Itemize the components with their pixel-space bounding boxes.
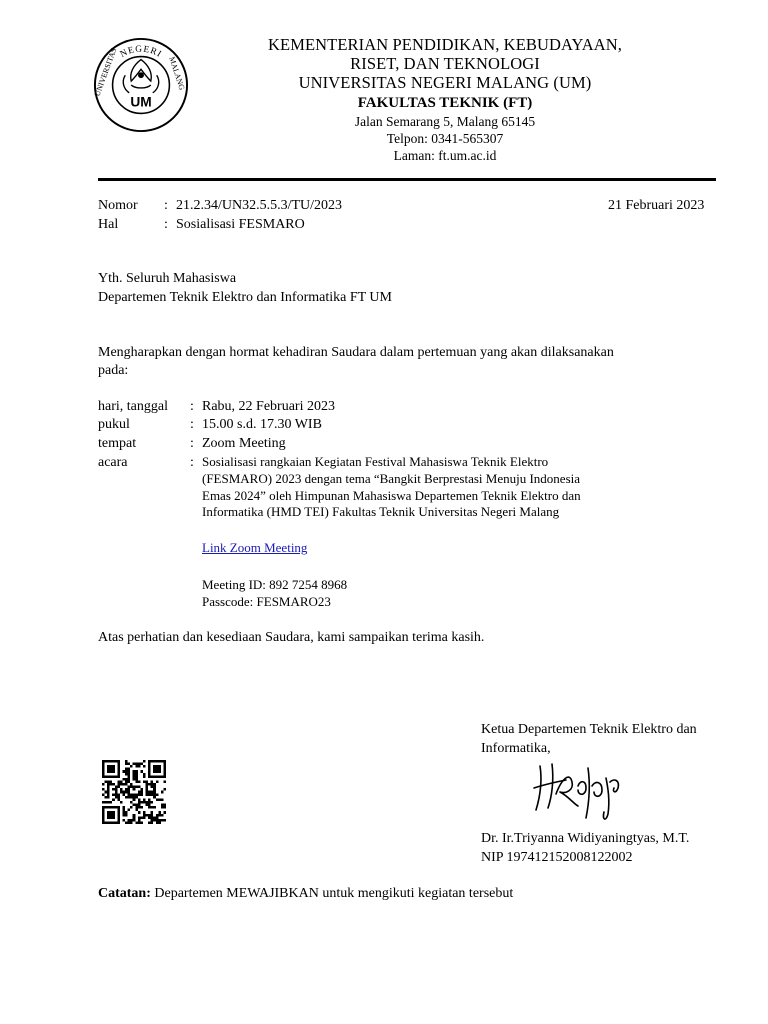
event-line-4: Informatika (HMD TEI) Fakultas Teknik Universitas Negeri Malang: [202, 504, 560, 519]
day-value: Rabu, 22 Februari 2023: [202, 399, 335, 414]
time-value: 15.00 s.d. 17.30 WIB: [202, 417, 322, 432]
nomor-value: 21.2.34/UN32.5.5.3/TU/2023: [176, 198, 343, 213]
signer-name: Dr. Ir.Triyanna Widiyaningtyas, M.T.: [481, 831, 690, 846]
time-separator: :: [190, 417, 194, 432]
svg-text:NEGERI: [119, 45, 164, 61]
faculty-name: FAKULTAS TEKNIK (FT): [357, 95, 533, 111]
logo-text-top: NEGERI: [118, 44, 164, 61]
place-value: Zoom Meeting: [202, 436, 286, 451]
logo-text-left: UNIVERSITAS: [92, 46, 119, 98]
note: [98, 885, 513, 903]
intro-line-1: Mengharapkan dengan hormat kehadiran Saudara dalam pertemuan yang akan dilaksanakan: [98, 345, 614, 360]
time-label: pukul: [98, 417, 130, 432]
signer-title-line-1: Ketua Departemen Teknik Elektro dan: [481, 722, 697, 737]
nomor-separator: :: [164, 198, 168, 213]
signer-nip: NIP 197412152008122002: [481, 850, 633, 865]
place-separator: :: [190, 436, 194, 451]
recipient-line-2: Departemen Teknik Elektro dan Informatika FT UM: [98, 290, 392, 305]
zoom-meeting-link[interactable]: Link Zoom Meeting: [202, 540, 308, 555]
signer-title-line-2: Informatika,: [481, 741, 551, 756]
university-name: UNIVERSITAS NEGERI MALANG (UM): [298, 73, 592, 92]
event-line-1: Sosialisasi rangkaian Kegiatan Festival Mahasiswa Teknik Elektro: [202, 454, 549, 469]
ministry-line-1: KEMENTERIAN PENDIDIKAN, KEBUDAYAAN,: [268, 35, 622, 54]
logo-monogram: UM: [130, 94, 152, 110]
day-separator: :: [190, 399, 194, 414]
address: Jalan Semarang 5, Malang 65145: [354, 114, 536, 129]
passcode: Passcode: FESMARO23: [202, 594, 331, 609]
handwritten-signature: [532, 758, 624, 828]
note-text: Departemen MEWAJIBKAN untuk mengikuti kegiatan tersebut: [150, 886, 514, 901]
hal-value: Sosialisasi FESMARO: [176, 217, 305, 232]
event-label: acara: [98, 455, 128, 470]
nomor-label: Nomor: [98, 198, 138, 213]
event-line-3: Emas 2024” oleh Himpunan Mahasiswa Departemen Teknik Elektro dan: [202, 488, 581, 503]
hal-separator: :: [164, 217, 168, 232]
phone: Telpon: 0341-565307: [386, 131, 504, 146]
header-divider: [98, 178, 716, 181]
ministry-line-2: RISET, DAN TEKNOLOGI: [350, 54, 540, 73]
event-separator: :: [190, 455, 194, 470]
day-label: hari, tanggal: [98, 399, 168, 414]
letter-date: 21 Februari 2023: [608, 198, 705, 213]
place-label: tempat: [98, 436, 137, 451]
intro-line-2: pada:: [98, 363, 129, 378]
closing-text: Atas perhatian dan kesediaan Saudara, kami sampaikan terima kasih.: [98, 630, 485, 645]
logo-text-right: MALANG: [167, 55, 187, 92]
meeting-id: Meeting ID: 892 7254 8968: [202, 577, 348, 592]
qr-code-icon: [102, 760, 166, 824]
event-line-2: (FESMARO) 2023 dengan tema “Bangkit Berprestasi Menuju Indonesia: [202, 471, 581, 486]
recipient-line-1: Yth. Seluruh Mahasiswa: [98, 271, 237, 286]
note-label: Catatan:: [98, 886, 151, 901]
hal-label: Hal: [98, 217, 119, 232]
website: Laman: ft.um.ac.id: [393, 148, 497, 163]
